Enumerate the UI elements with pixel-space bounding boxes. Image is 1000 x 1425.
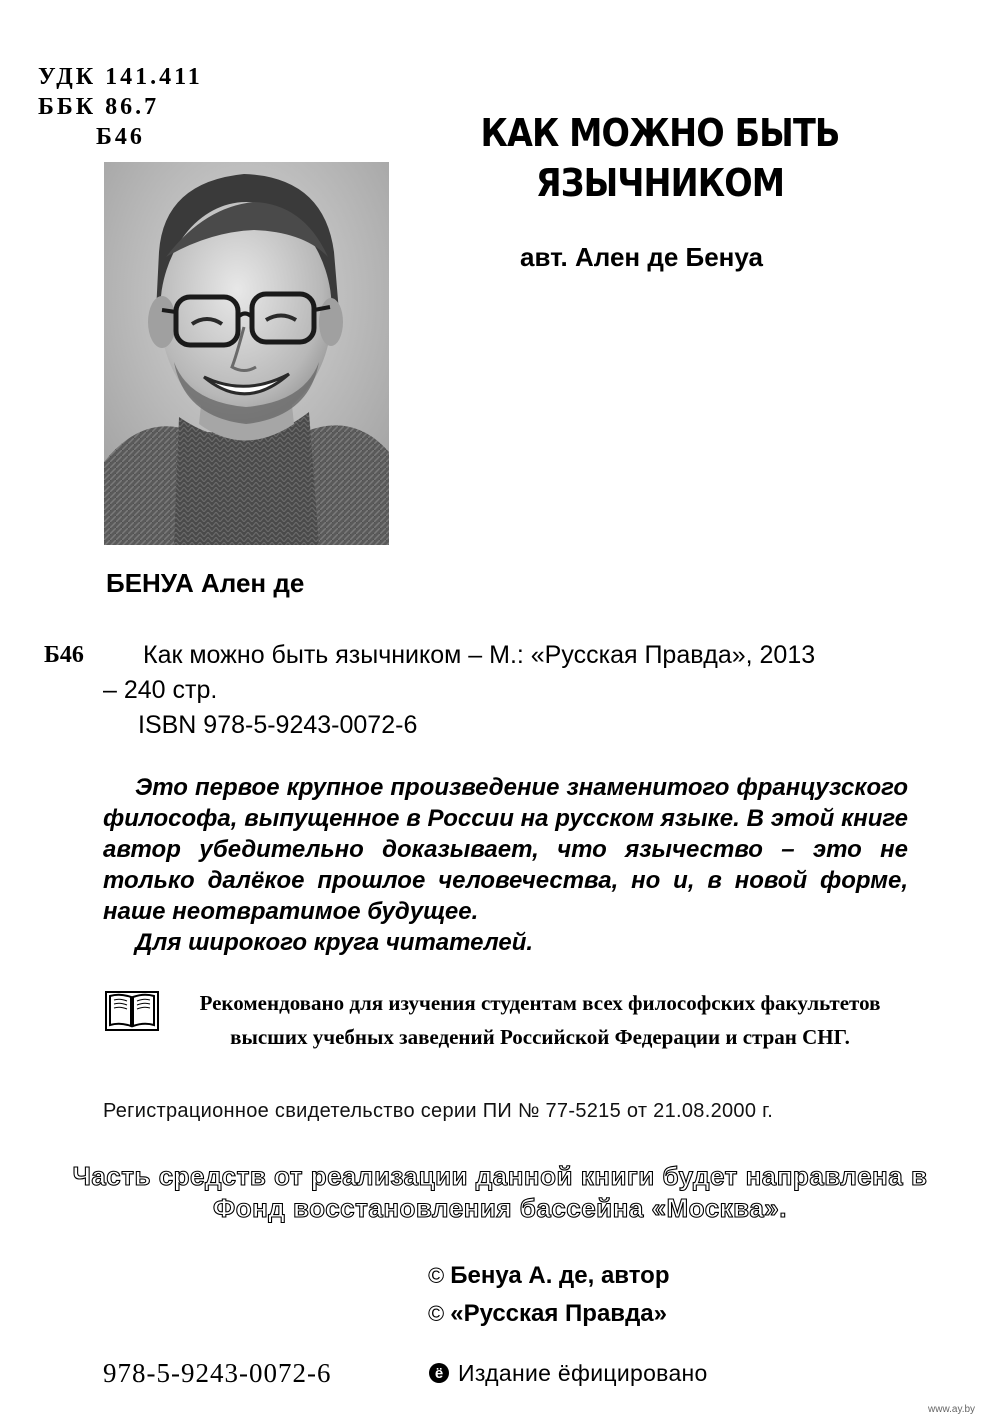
recommendation-text: Рекомендовано для изучения студентам всех философских факультетов высших учебных заведений Российской Федерации и стран СНГ. [199,991,881,1049]
isbn-bottom: 978-5-9243-0072-6 [103,1358,332,1388]
bibliographic-code: Б46 [44,642,84,668]
book-title-line2: ЯЗЫЧНИКОМ [535,161,785,205]
book-title-line1: КАК МОЖНО БЫТЬ [480,111,840,155]
svg-text:ё: ё [434,1365,444,1382]
yo-letter-icon [428,1362,450,1384]
fund-note: Часть средств от реализации данной книги будет направлена в Фонд восстановления бассейна «Москва». [72,1161,928,1223]
copyright-sign: © [428,1301,445,1326]
copyright-author [428,1262,670,1290]
yo-edition-text: Издание ёфицировано [458,1360,708,1386]
annotation [103,772,908,958]
bibliographic-isbn: ISBN 978-5-9243-0072-6 [138,711,418,739]
udk-code: УДК 141.411 [38,64,203,90]
copyright-author-text: Бенуа А. де, автор [450,1262,670,1289]
catalog-codes [38,62,203,152]
open-book-icon [104,990,160,1032]
author-line: авт. Ален де Бенуа [520,242,763,272]
bibliographic-line1: Как можно быть язычником – М.: «Русская Правда», 2013 [143,641,816,669]
registration-certificate: Регистрационное свидетельство серии ПИ № 77-5215 от 21.08.2000 г. [103,1100,774,1122]
author-name: БЕНУА Ален де [106,568,305,598]
author-mark: Б46 [96,124,145,150]
annotation-audience: Для широкого круга читателей. [135,929,534,956]
site-watermark: www.ay.by [928,1404,976,1415]
copyright-publisher-text: «Русская Правда» [450,1300,667,1327]
copyright-publisher [428,1300,667,1328]
bibliographic-record [103,638,908,743]
author-portrait-icon [104,162,389,545]
copyright-sign: © [428,1263,445,1288]
annotation-text: Это первое крупное произведение знаменитого французского философа, выпущенное в России на русском языке. В этой книге автор убедительно доказывает, что язычество – это не только далёкое прошлое человечества, но и, в новой форме, наше неотвратимое будущее. [103,774,908,925]
book-title [466,108,853,208]
bibliographic-line2: – 240 стр. [103,676,218,704]
author-photo [104,162,389,545]
bbk-code: ББК 86.7 [38,94,160,120]
